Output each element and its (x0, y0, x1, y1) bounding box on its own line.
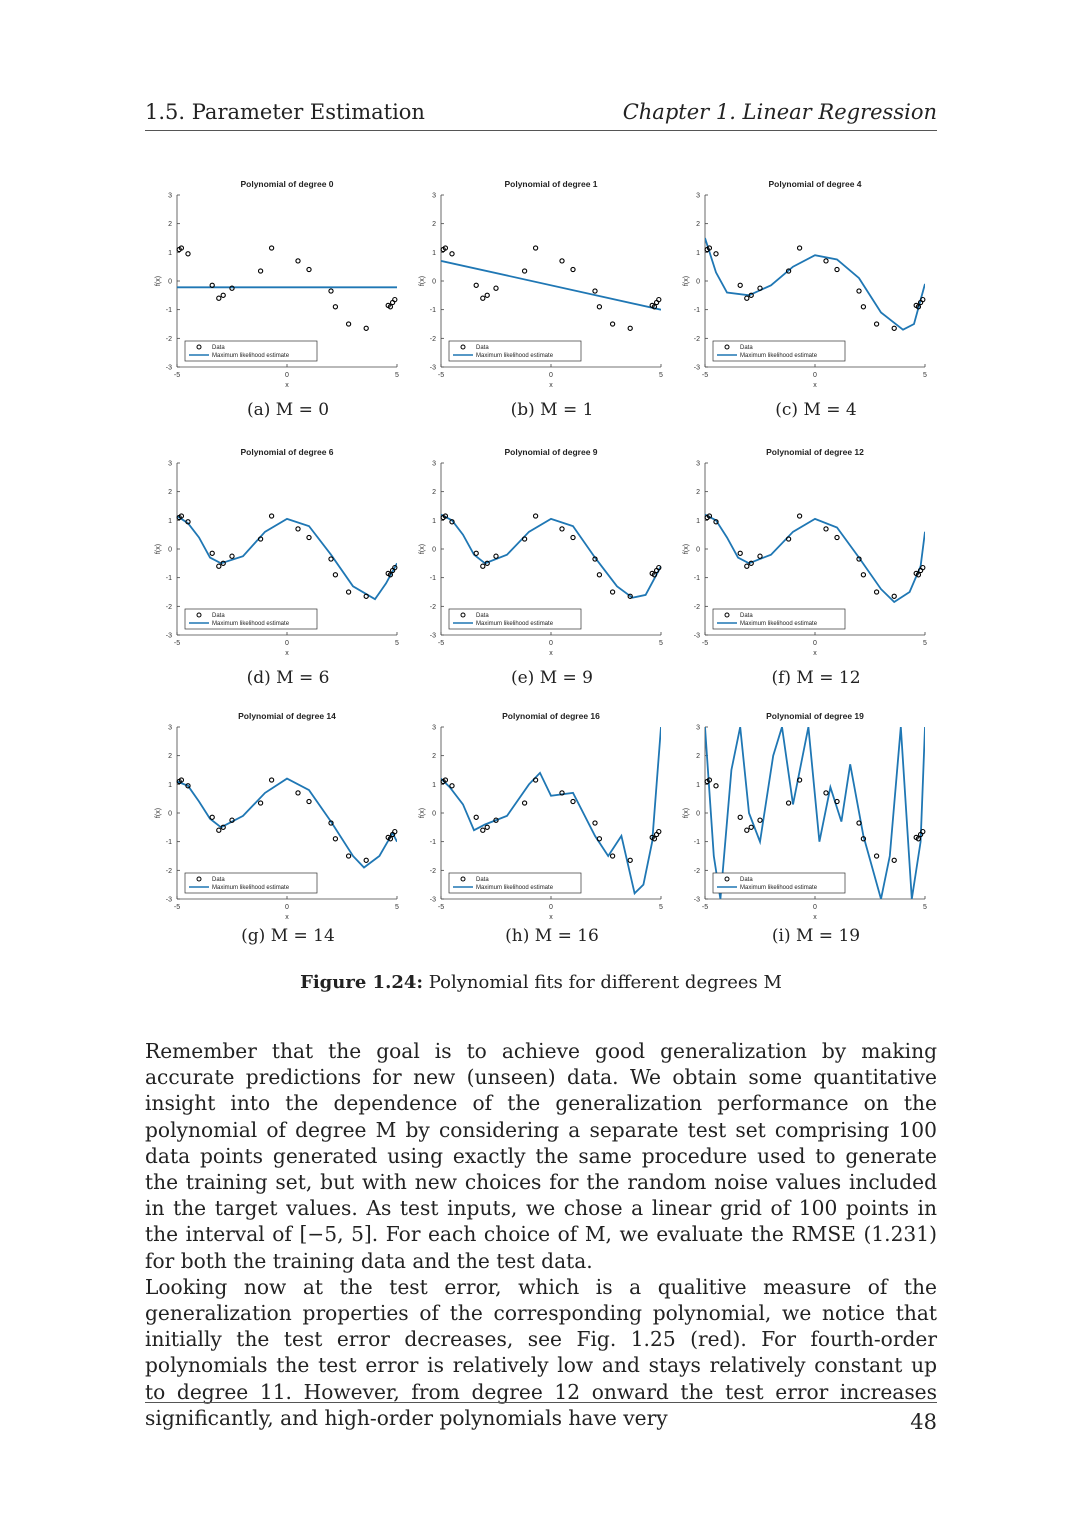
y-tick-label: 1 (432, 781, 436, 789)
data-point (221, 293, 225, 297)
y-tick-label: 2 (432, 753, 436, 761)
plot-panel-9 (668, 704, 930, 921)
fit-curve (441, 515, 661, 598)
data-point (210, 551, 214, 555)
legend-data-label: Data (740, 877, 753, 883)
y-tick-label: 2 (432, 489, 436, 497)
x-tick-label: 5 (395, 372, 399, 379)
y-tick-label: -3 (165, 632, 172, 640)
legend-data-label: Data (476, 877, 489, 883)
data-point (798, 514, 802, 518)
y-tick-label: 0 (432, 278, 436, 286)
y-axis-label: f(x) (419, 543, 426, 555)
data-point (892, 594, 896, 598)
data-point (296, 259, 300, 263)
plot-title: Polynomial of degree 16 (502, 711, 600, 721)
data-point (333, 305, 337, 309)
y-axis-label: f(x) (683, 807, 690, 819)
plot-svg (668, 172, 930, 389)
data-point (875, 854, 879, 858)
plot-title: Polynomial of degree 1 (504, 179, 598, 189)
data-point (875, 322, 879, 326)
plot-svg (668, 704, 930, 921)
data-point (217, 828, 221, 832)
y-axis-label: f(x) (419, 275, 426, 287)
data-point (270, 778, 274, 782)
data-point (259, 269, 263, 273)
subfigure-caption: (f) M = 12 (771, 668, 861, 688)
y-tick-label: -3 (429, 896, 436, 904)
x-tick-label: 0 (549, 904, 553, 911)
x-tick-label: 0 (285, 640, 289, 647)
y-tick-label: 2 (696, 753, 700, 761)
fit-curve (705, 515, 925, 602)
y-tick-label: 3 (696, 192, 700, 200)
y-tick-label: 0 (168, 546, 172, 554)
data-point (745, 296, 749, 300)
plot-svg (140, 704, 402, 921)
x-tick-label: -5 (437, 904, 445, 911)
x-axis-label: x (549, 650, 553, 657)
y-tick-label: -3 (165, 364, 172, 372)
data-point (597, 573, 601, 577)
plot-panel-7 (140, 704, 402, 921)
plot-panel-3 (668, 172, 930, 389)
subfigure-caption: (c) M = 4 (775, 400, 857, 420)
x-axis-label: x (813, 650, 817, 657)
y-tick-label: -1 (693, 839, 700, 847)
data-point (481, 828, 485, 832)
y-tick-label: 3 (432, 724, 436, 732)
y-tick-label: -3 (165, 896, 172, 904)
data-point (835, 535, 839, 539)
data-point (611, 322, 615, 326)
y-tick-label: -1 (693, 575, 700, 583)
subfigure-caption: (d) M = 6 (246, 668, 330, 688)
y-tick-label: 1 (432, 249, 436, 257)
page-number: 48 (910, 1410, 937, 1434)
x-axis-label: x (549, 914, 553, 921)
plot-svg (140, 440, 402, 657)
data-point (738, 283, 742, 287)
y-tick-label: 1 (696, 249, 700, 257)
y-tick-label: -2 (165, 603, 172, 611)
y-tick-label: 3 (168, 460, 172, 468)
data-point (835, 267, 839, 271)
data-point (745, 564, 749, 568)
data-point (230, 554, 234, 558)
y-tick-label: 0 (696, 810, 700, 818)
plot-panel-8 (404, 704, 666, 921)
data-point (474, 551, 478, 555)
footer-rule (145, 1402, 937, 1403)
data-point (714, 784, 718, 788)
y-tick-label: 2 (432, 221, 436, 229)
data-point (892, 858, 896, 862)
data-point (861, 573, 865, 577)
x-axis-label: x (813, 914, 817, 921)
data-point (481, 296, 485, 300)
y-tick-label: 0 (432, 546, 436, 554)
y-tick-label: -2 (693, 867, 700, 875)
data-point (738, 551, 742, 555)
y-tick-label: -1 (693, 307, 700, 315)
subfigure-caption: (i) M = 19 (771, 926, 861, 946)
data-point (571, 535, 575, 539)
y-tick-label: 1 (696, 781, 700, 789)
y-tick-label: 2 (696, 221, 700, 229)
y-tick-label: 1 (168, 781, 172, 789)
legend-fit-label: Maximum likelihood estimate (476, 885, 554, 891)
legend-fit-label: Maximum likelihood estimate (476, 621, 554, 627)
data-point (364, 858, 368, 862)
figure-caption (145, 972, 937, 993)
legend-data-label: Data (212, 877, 225, 883)
y-axis-label: f(x) (155, 543, 162, 555)
data-point (628, 858, 632, 862)
data-point (745, 828, 749, 832)
data-point (474, 283, 478, 287)
figure-caption-text: Polynomial fits for different degrees M (423, 972, 782, 993)
subfigure-caption: (h) M = 16 (505, 926, 599, 946)
legend-fit-label: Maximum likelihood estimate (740, 353, 818, 359)
y-tick-label: -1 (429, 307, 436, 315)
data-point (333, 573, 337, 577)
legend-data-label: Data (476, 345, 489, 351)
plot-svg (140, 172, 402, 389)
data-point (534, 514, 538, 518)
fit-curve (177, 516, 397, 599)
y-tick-label: 3 (168, 192, 172, 200)
x-tick-label: 5 (395, 640, 399, 647)
data-point (364, 326, 368, 330)
x-tick-label: 5 (395, 904, 399, 911)
data-point (861, 305, 865, 309)
y-tick-label: 0 (696, 278, 700, 286)
x-tick-label: -5 (701, 904, 709, 911)
y-tick-label: -2 (165, 867, 172, 875)
figure-label: Figure 1.24: (300, 972, 424, 993)
x-tick-label: 5 (923, 904, 927, 911)
plot-title: Polynomial of degree 9 (504, 447, 598, 457)
data-point (824, 259, 828, 263)
x-tick-label: -5 (437, 640, 445, 647)
plot-title: Polynomial of degree 0 (240, 179, 334, 189)
data-point (217, 296, 221, 300)
data-point (307, 267, 311, 271)
data-point (296, 791, 300, 795)
y-tick-label: 2 (168, 489, 172, 497)
y-tick-label: -2 (429, 867, 436, 875)
x-tick-label: 0 (813, 372, 817, 379)
x-axis-label: x (285, 650, 289, 657)
data-point (611, 590, 615, 594)
y-tick-label: 0 (432, 810, 436, 818)
data-point (307, 799, 311, 803)
data-point (593, 289, 597, 293)
data-point (450, 252, 454, 256)
x-tick-label: -5 (437, 372, 445, 379)
x-axis-label: x (285, 914, 289, 921)
data-point (597, 305, 601, 309)
paragraph-1: Remember that the goal is to achieve good generalization by making accurate predictions for new (unseen) data. We obtain some quantitative insight into the dependence of the generalization performance on the polynomial of degree M by considering a separate test set comprising 100 data points generated using exactly the same procedure used to generate the training set, but with new choices for the random noise values included in the target values. As test inputs, we chose a linear grid of 100 points in the interval of [−5, 5]. For each choice of M, we evaluate the RMSE (1.231) for both the training data and the test data. (145, 1039, 937, 1273)
x-tick-label: -5 (173, 904, 181, 911)
data-point (875, 590, 879, 594)
data-point (758, 818, 762, 822)
x-tick-label: 5 (659, 372, 663, 379)
data-point (494, 554, 498, 558)
x-tick-label: 0 (549, 640, 553, 647)
chapter-title: Chapter 1. Linear Regression (622, 100, 937, 124)
y-tick-label: -3 (693, 896, 700, 904)
x-axis-label: x (285, 382, 289, 389)
y-tick-label: -2 (165, 335, 172, 343)
paragraph-2: Looking now at the test error, which is a qualitive measure of the generalization properties of the corresponding polynomial, we notice that initially the test error decreases, see Fig. 1.25 (red). For fourth-order polynomials the test error is relatively low and stays relatively constant up to degree 11. However, from degree 12 onward the test error increases significantly, and high-order polynomials have very (145, 1274, 937, 1430)
data-point (593, 821, 597, 825)
data-point (270, 514, 274, 518)
y-tick-label: -2 (693, 335, 700, 343)
data-point (571, 267, 575, 271)
y-tick-label: 3 (696, 460, 700, 468)
y-tick-label: 0 (696, 546, 700, 554)
data-point (296, 527, 300, 531)
y-tick-label: -3 (429, 632, 436, 640)
x-axis-label: x (813, 382, 817, 389)
data-point (714, 252, 718, 256)
legend-data-label: Data (740, 613, 753, 619)
y-tick-label: 2 (696, 489, 700, 497)
y-tick-label: 1 (432, 517, 436, 525)
y-tick-label: -1 (429, 839, 436, 847)
plot-panel-5 (404, 440, 666, 657)
data-point (857, 289, 861, 293)
data-point (347, 854, 351, 858)
x-tick-label: 0 (285, 904, 289, 911)
legend-data-label: Data (212, 345, 225, 351)
x-tick-label: 5 (659, 640, 663, 647)
data-point (824, 791, 828, 795)
data-point (450, 784, 454, 788)
x-tick-label: -5 (701, 640, 709, 647)
data-point (333, 837, 337, 841)
data-point (824, 527, 828, 531)
data-point (738, 815, 742, 819)
fit-curve (441, 727, 661, 893)
y-tick-label: -3 (693, 364, 700, 372)
data-point (474, 815, 478, 819)
legend-fit-label: Maximum likelihood estimate (740, 621, 818, 627)
data-point (347, 590, 351, 594)
plot-panel-6 (668, 440, 930, 657)
subfigure-caption: (a) M = 0 (246, 400, 330, 420)
y-tick-label: 0 (168, 278, 172, 286)
section-title: 1.5. Parameter Estimation (145, 100, 425, 124)
y-tick-label: 2 (168, 753, 172, 761)
y-tick-label: -1 (429, 575, 436, 583)
legend-fit-label: Maximum likelihood estimate (212, 353, 290, 359)
body-text (145, 1038, 937, 1431)
y-axis-label: f(x) (155, 807, 162, 819)
data-point (217, 564, 221, 568)
x-tick-label: -5 (173, 372, 181, 379)
y-axis-label: f(x) (683, 543, 690, 555)
y-tick-label: -2 (429, 335, 436, 343)
plot-title: Polynomial of degree 12 (766, 447, 864, 457)
data-point (560, 259, 564, 263)
plot-svg (668, 440, 930, 657)
y-tick-label: 1 (168, 249, 172, 257)
data-point (798, 246, 802, 250)
data-point (611, 854, 615, 858)
legend-fit-label: Maximum likelihood estimate (476, 353, 554, 359)
y-tick-label: -3 (693, 632, 700, 640)
data-point (523, 269, 527, 273)
x-tick-label: -5 (173, 640, 181, 647)
y-tick-label: 1 (696, 517, 700, 525)
data-point (485, 293, 489, 297)
plot-svg (404, 172, 666, 389)
legend-fit-label: Maximum likelihood estimate (740, 885, 818, 891)
data-point (758, 554, 762, 558)
plot-title: Polynomial of degree 14 (238, 711, 336, 721)
fit-curve (177, 779, 397, 868)
y-tick-label: 3 (696, 724, 700, 732)
x-tick-label: 0 (813, 640, 817, 647)
legend-data-label: Data (740, 345, 753, 351)
x-axis-label: x (549, 382, 553, 389)
y-tick-label: 2 (168, 221, 172, 229)
plot-title: Polynomial of degree 4 (768, 179, 862, 189)
plot-svg (404, 704, 666, 921)
x-tick-label: 0 (813, 904, 817, 911)
data-point (523, 801, 527, 805)
y-axis-label: f(x) (419, 807, 426, 819)
x-tick-label: -5 (701, 372, 709, 379)
data-point (494, 286, 498, 290)
data-point (307, 535, 311, 539)
data-point (347, 322, 351, 326)
x-tick-label: 0 (549, 372, 553, 379)
y-tick-label: -2 (429, 603, 436, 611)
data-point (186, 252, 190, 256)
y-tick-label: 3 (432, 192, 436, 200)
x-tick-label: 5 (923, 640, 927, 647)
data-point (210, 815, 214, 819)
y-tick-label: 3 (432, 460, 436, 468)
legend-data-label: Data (476, 613, 489, 619)
data-point (560, 527, 564, 531)
plot-panel-2 (404, 172, 666, 389)
data-point (270, 246, 274, 250)
x-tick-label: 5 (923, 372, 927, 379)
data-point (571, 799, 575, 803)
plot-title: Polynomial of degree 19 (766, 711, 864, 721)
data-point (628, 326, 632, 330)
subfigure-caption: (b) M = 1 (510, 400, 594, 420)
running-header (145, 98, 937, 131)
y-axis-label: f(x) (155, 275, 162, 287)
y-axis-label: f(x) (683, 275, 690, 287)
legend-fit-label: Maximum likelihood estimate (212, 621, 290, 627)
y-tick-label: -1 (165, 307, 172, 315)
x-tick-label: 5 (659, 904, 663, 911)
data-point (259, 801, 263, 805)
plot-title: Polynomial of degree 6 (240, 447, 334, 457)
data-point (534, 246, 538, 250)
y-tick-label: -2 (693, 603, 700, 611)
y-tick-label: -1 (165, 575, 172, 583)
data-point (481, 564, 485, 568)
data-point (485, 825, 489, 829)
data-point (329, 289, 333, 293)
y-tick-label: 1 (168, 517, 172, 525)
data-point (787, 801, 791, 805)
data-point (329, 557, 333, 561)
y-tick-label: -3 (429, 364, 436, 372)
data-point (749, 825, 753, 829)
y-tick-label: 3 (168, 724, 172, 732)
plot-panel-4 (140, 440, 402, 657)
legend-data-label: Data (212, 613, 225, 619)
subfigure-caption: (g) M = 14 (241, 926, 335, 946)
plot-svg (404, 440, 666, 657)
subfigure-caption: (e) M = 9 (510, 668, 593, 688)
y-tick-label: -1 (165, 839, 172, 847)
data-point (892, 326, 896, 330)
y-tick-label: 0 (168, 810, 172, 818)
plot-panel-1 (140, 172, 402, 389)
legend-fit-label: Maximum likelihood estimate (212, 885, 290, 891)
x-tick-label: 0 (285, 372, 289, 379)
